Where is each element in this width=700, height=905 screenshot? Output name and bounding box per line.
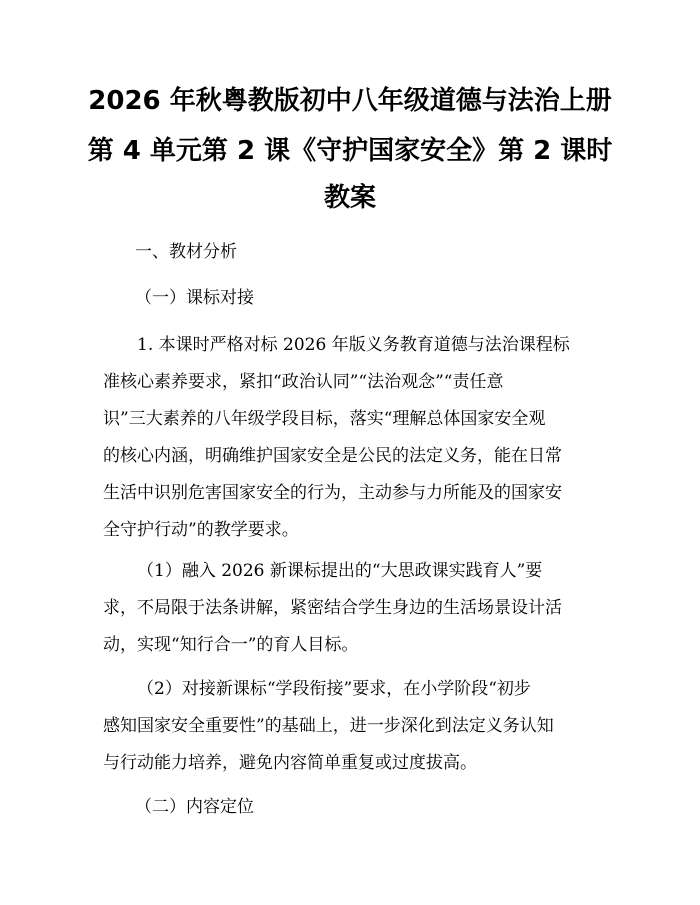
paragraph-stage-connection bbox=[103, 671, 603, 782]
paragraph-line: 1. 本课时严格对标 2026 年版义务教育道德与法治课程标 bbox=[137, 335, 570, 355]
paragraph-line: 的核心内涵，明确维护国家安全是公民的法定义务，能在日常 bbox=[103, 446, 562, 466]
subsection-heading-content-positioning: （二）内容定位 bbox=[135, 797, 254, 817]
document-title-line-1: 2026 年秋粤教版初中八年级道德与法治上册 bbox=[88, 86, 612, 116]
paragraph-line: （1）融入 2026 新课标提出的“大思政课实践育人”要 bbox=[137, 561, 543, 581]
subsection-heading-curriculum-alignment: （一）课标对接 bbox=[135, 288, 254, 308]
paragraph-line: 准核心素养要求，紧扣“政治认同”“法治观念”“责任意 bbox=[103, 372, 504, 392]
paragraph-line: 感知国家安全重要性”的基础上，进一步深化到法定义务认知 bbox=[103, 716, 554, 736]
paragraph-line: 与行动能力培养，避免内容简单重复或过度拔高。 bbox=[103, 753, 477, 773]
paragraph-line: 动，实现“知行合一”的育人目标。 bbox=[103, 635, 359, 655]
document-title-line-2: 第 4 单元第 2 课《守护国家安全》第 2 课时 bbox=[87, 136, 613, 166]
paragraph-practice-education bbox=[103, 553, 603, 664]
paragraph-line: 识”三大素养的八年级学段目标，落实“理解总体国家安全观 bbox=[103, 409, 546, 429]
paragraph-line: 全守护行动”的教学要求。 bbox=[103, 520, 299, 540]
section-heading-textbook-analysis: 一、教材分析 bbox=[135, 242, 237, 262]
paragraph-line: （2）对接新课标“学段衔接”要求，在小学阶段“初步 bbox=[137, 679, 531, 699]
document-title-line-3: 教案 bbox=[323, 183, 376, 213]
paragraph-curriculum-standard bbox=[103, 327, 603, 549]
paragraph-line: 生活中识别危害国家安全的行为，主动参与力所能及的国家安 bbox=[103, 483, 562, 503]
paragraph-line: 求，不局限于法条讲解，紧密结合学生身边的生活场景设计活 bbox=[103, 598, 562, 618]
